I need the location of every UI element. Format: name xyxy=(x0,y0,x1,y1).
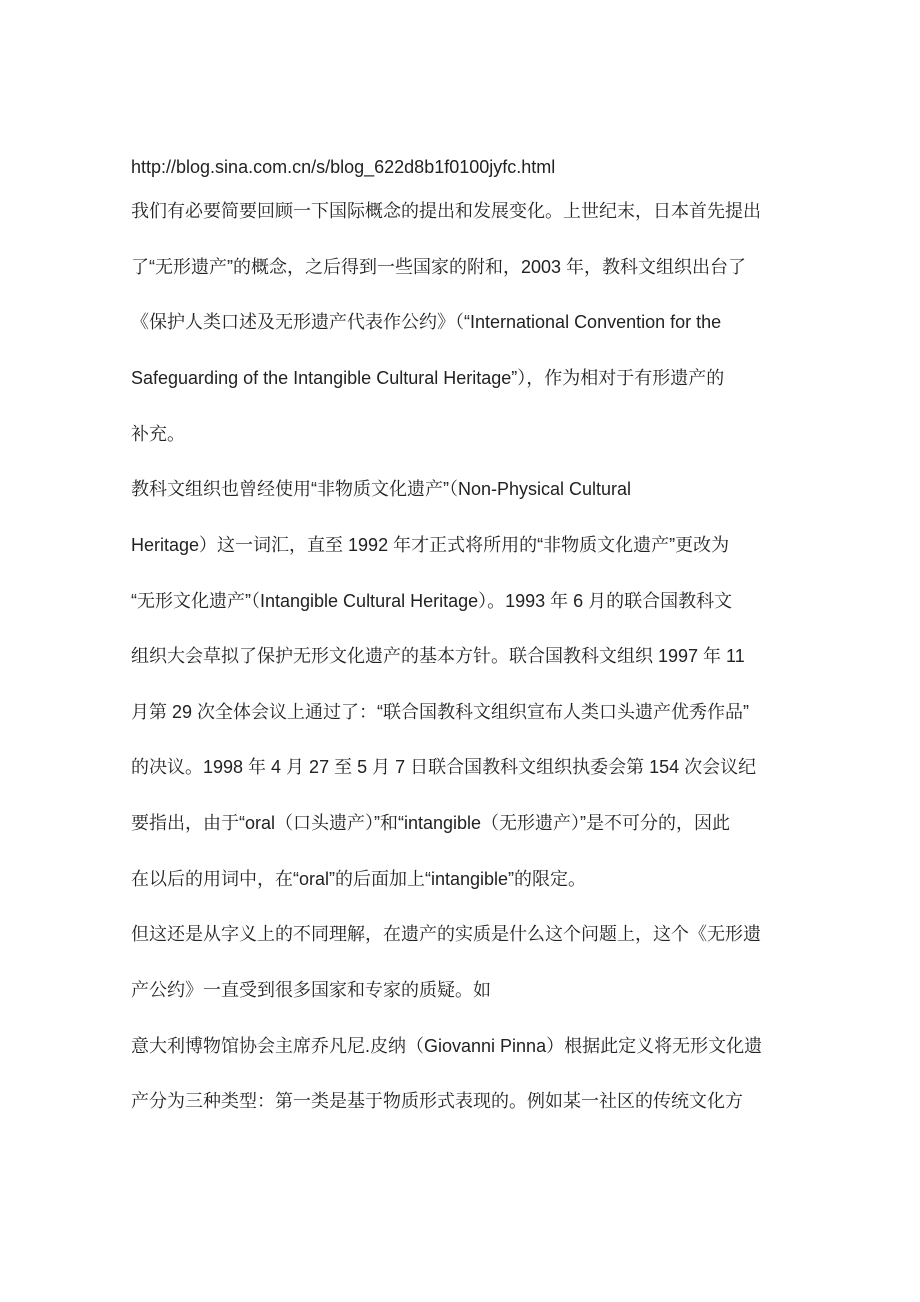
text-line: “无形文化遗产”（Intangible Cultural Heritage）。1993 年 6 月的联合国教科文 xyxy=(131,591,733,611)
text-line: 产分为三种类型：第一类是基于物质形式表现的。例如某一社区的传统文化方 xyxy=(131,1091,743,1111)
text-line: 我们有必要简要回顾一下国际概念的提出和发展变化。上世纪末，日本首先提出 xyxy=(131,201,761,221)
text-line: 《保护人类口述及无形遗产代表作公约》（“International Convention for the xyxy=(131,312,722,332)
text-line: 补充。 xyxy=(131,424,185,444)
text-line: 意大利博物馆协会主席乔凡尼.皮纳（Giovanni Pinna）根据此定义将无形文化遗 xyxy=(131,1036,763,1056)
text-line: 组织大会草拟了保护无形文化遗产的基本方针。联合国教科文组织 1997 年 11 xyxy=(131,646,745,666)
text-line: 月第 29 次全体会议上通过了：“联合国教科文组织宣布人类口头遗产优秀作品” xyxy=(131,702,750,722)
text-line: 产公约》一直受到很多国家和专家的质疑。如 xyxy=(131,980,491,1000)
text-line: 的决议。1998 年 4 月 27 至 5 月 7 日联合国教科文组织执委会第 154 次会议纪 xyxy=(131,757,757,777)
text-line: 在以后的用词中，在“oral”的后面加上“intangible”的限定。 xyxy=(131,869,587,889)
text-line: 了“无形遗产”的概念，之后得到一些国家的附和，2003 年，教科文组织出台了 xyxy=(131,257,747,277)
source-url[interactable]: http://blog.sina.com.cn/s/blog_622d8b1f0100jyfc.html xyxy=(131,157,556,177)
text-line: 教科文组织也曾经使用“非物质文化遗产”（Non-Physical Cultural xyxy=(131,479,632,499)
text-line: Heritage）这一词汇，直至 1992 年才正式将所用的“非物质文化遗产”更改为 xyxy=(131,535,730,555)
text-line: 要指出，由于“oral（口头遗产）”和“intangible（无形遗产）”是不可分的，因此 xyxy=(131,813,731,833)
text-line: 但这还是从字义上的不同理解，在遗产的实质是什么这个问题上，这个《无形遗 xyxy=(131,924,761,944)
text-line: Safeguarding of the Intangible Cultural Heritage”），作为相对于有形遗产的 xyxy=(131,368,725,388)
